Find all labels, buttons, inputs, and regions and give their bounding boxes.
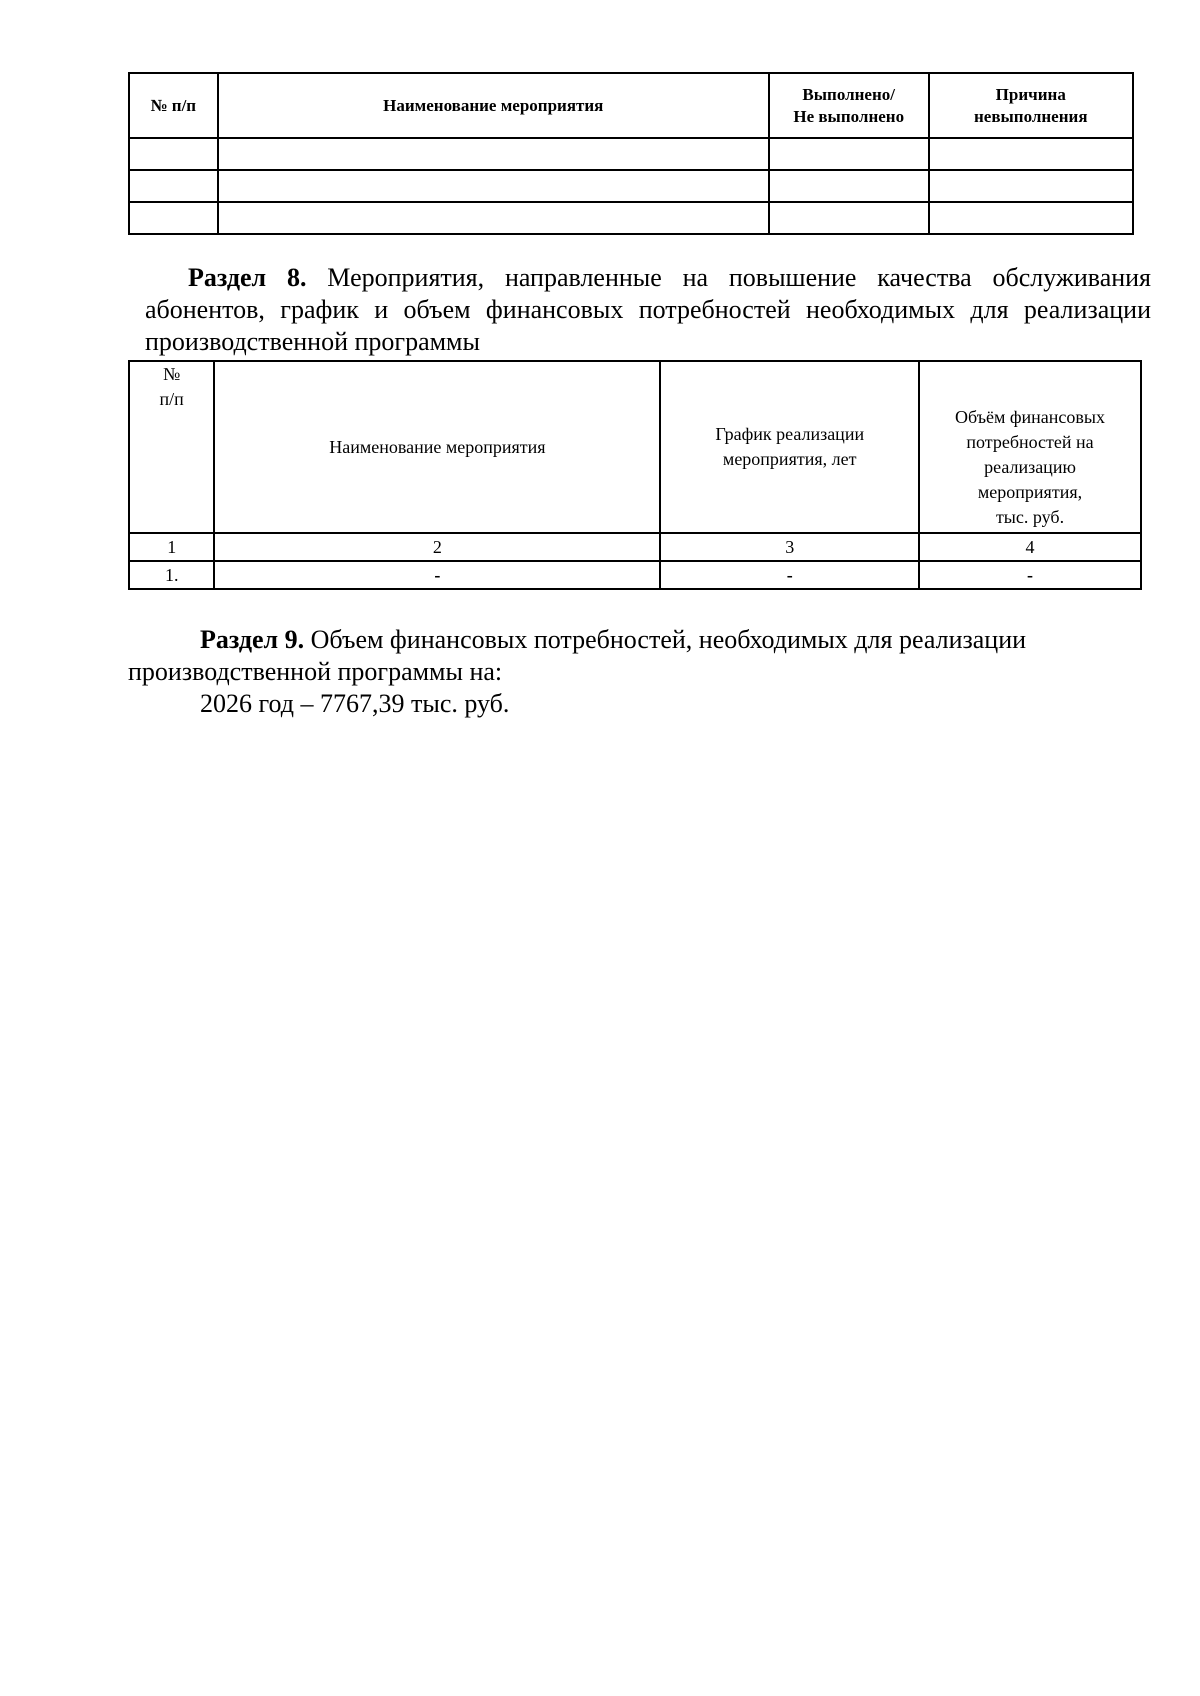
table-header-row [129, 73, 1133, 138]
table-row [129, 561, 1141, 589]
table-row [129, 170, 1133, 202]
header-completed-line1: Выполнено/ [802, 84, 896, 104]
header-volume-line4: мероприятия, [977, 482, 1083, 502]
table-cell: 1. [129, 561, 214, 589]
activities-status-table [128, 72, 1134, 235]
table-cell [769, 138, 929, 170]
section-8-text: Мероприятия, направленные на повышение качества обслуживания абонентов, график и объем финансовых потребностей необходимых для реализации производственной программы [145, 263, 1152, 356]
header-volume-line1: Объём финансовых [954, 407, 1106, 427]
table-cell: 3 [660, 533, 919, 561]
table-cell: - [660, 561, 919, 589]
section-9-block [128, 624, 1128, 720]
header-reason-line2: невыполнения [973, 106, 1088, 126]
table-cell [218, 202, 769, 234]
header-number-line2: п/п [159, 389, 184, 409]
table-header-row [129, 361, 1141, 533]
section-9-amount: 2026 год – 7767,39 тыс. руб. [200, 689, 510, 718]
index-row [129, 533, 1141, 561]
header-reason [929, 73, 1133, 138]
table-row [129, 138, 1133, 170]
header-volume-line3: реализацию [984, 457, 1076, 477]
header-number: № п/п [129, 73, 218, 138]
header-volume-line2: потребностей на [966, 432, 1094, 452]
table-cell: 2 [214, 533, 660, 561]
header-schedule [660, 361, 919, 533]
table-cell: 4 [919, 533, 1141, 561]
financial-needs-table [128, 360, 1142, 590]
table-cell [129, 202, 218, 234]
table-cell: 1 [129, 533, 214, 561]
header-financial-volume [919, 361, 1141, 533]
table-cell [929, 202, 1133, 234]
table-cell [929, 170, 1133, 202]
table-cell [929, 138, 1133, 170]
table-cell [218, 170, 769, 202]
table-cell: - [214, 561, 660, 589]
header-number [129, 361, 214, 533]
section-9-line1 [128, 624, 1128, 656]
header-completed-line2: Не выполнено [793, 106, 905, 126]
header-schedule-line1: График реализации [715, 424, 865, 444]
header-activity-name: Наименование мероприятия [218, 73, 769, 138]
header-volume-line5: тыс. руб. [995, 507, 1065, 527]
section-8-paragraph [145, 262, 1151, 358]
header-number-line1: № [163, 364, 181, 384]
section-9-heading: Раздел 9. [200, 625, 305, 654]
table-cell [769, 202, 929, 234]
table-cell [129, 138, 218, 170]
header-completed [769, 73, 929, 138]
table-cell [218, 138, 769, 170]
header-reason-line1: Причина [995, 84, 1066, 104]
header-schedule-line2: мероприятия, лет [722, 449, 857, 469]
table-cell [129, 170, 218, 202]
table-row [129, 202, 1133, 234]
header-activity-name: Наименование мероприятия [214, 361, 660, 533]
table-cell [769, 170, 929, 202]
section-9-text: Объем финансовых потребностей, необходимых для реализации [310, 625, 1027, 654]
section-8-heading: Раздел 8. [188, 263, 307, 292]
table-cell: - [919, 561, 1141, 589]
section-9-line2: производственной программы на: [128, 657, 503, 686]
